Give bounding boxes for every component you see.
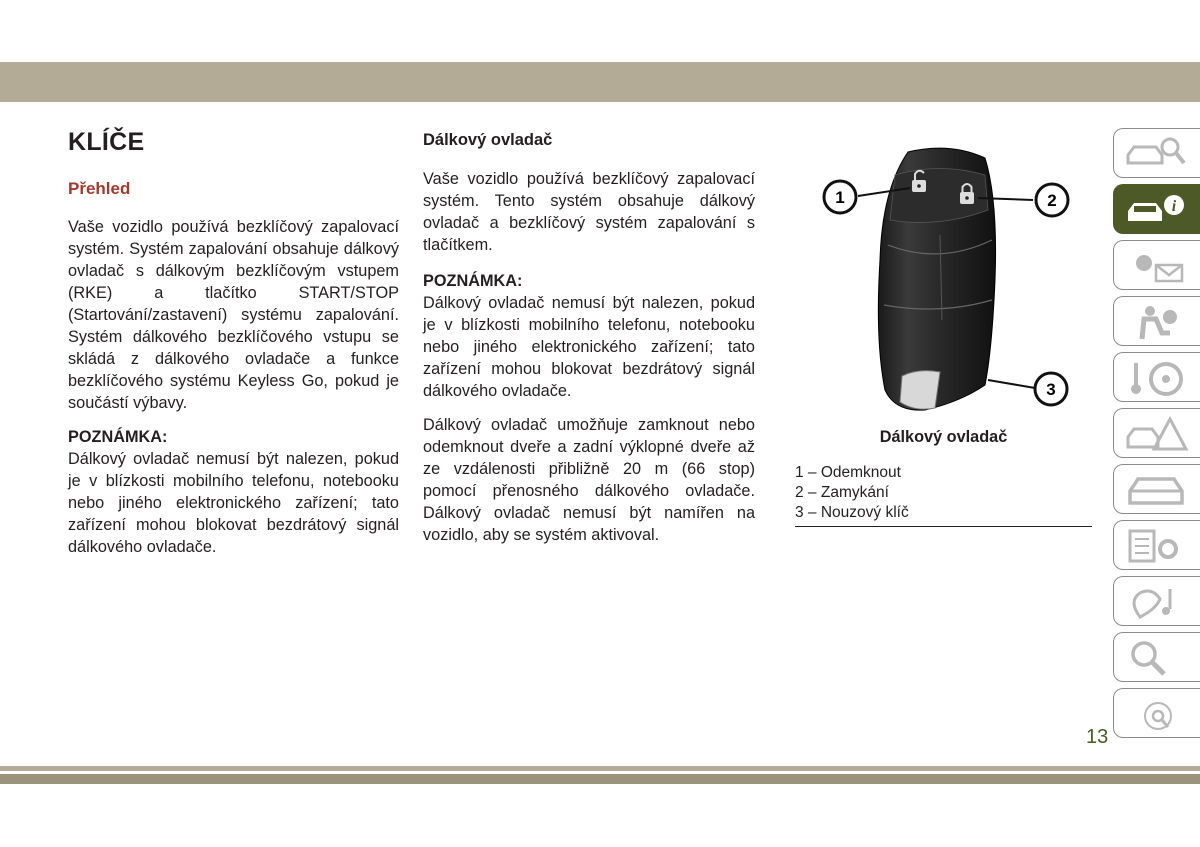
car-info-icon <box>1122 191 1192 229</box>
tab-car-hazard[interactable] <box>1113 408 1200 458</box>
svg-text:2: 2 <box>1047 191 1057 210</box>
alphabetical-index-icon <box>1122 695 1192 733</box>
note-text: Dálkový ovladač nemusí být nalezen, pokud je v blízkosti mobilního telefonu, notebooku nebo jiného elektronického zařízení; tato zařízení mohou blokovat bezdrátový signál dálkového ovladače. <box>68 450 399 556</box>
emergency-key <box>900 371 940 409</box>
legend-item: 2 – Zamykání <box>795 484 889 501</box>
note-title: POZNÁMKA: <box>68 428 168 446</box>
tab-search[interactable] <box>1113 632 1200 682</box>
footer-band-dark <box>0 774 1200 784</box>
tab-alphabetical-index[interactable] <box>1113 688 1200 738</box>
tab-multimedia[interactable] <box>1113 576 1200 626</box>
tab-steering-wheel[interactable] <box>1113 352 1200 402</box>
svg-text:i: i <box>1171 198 1177 215</box>
tab-seat-airbag[interactable] <box>1113 296 1200 346</box>
remote-paragraph-1: Vaše vozidlo používá bezklíčový zapalovací systém. Tento systém obsahuje dálkový ovladač a bezklíčový systém zapalování s tlačítkem. <box>423 170 755 254</box>
legend-divider <box>795 526 1092 527</box>
car-service-icon <box>1122 471 1192 509</box>
search-icon <box>1122 639 1192 677</box>
legend-item: 3 – Nouzový klíč <box>795 504 909 521</box>
specifications-gear-icon <box>1122 527 1192 565</box>
car-search-icon <box>1122 135 1192 173</box>
callout-3 <box>1035 373 1067 405</box>
overview-paragraph: Vaše vozidlo používá bezklíčový zapalovací systém. Systém zapalování obsahuje dálkový ovladač s dálkovým bezklíčovým vstupem (RKE) a tlačítko START/STOP (Startování/zastavení) systému zapalování. Systém dálkového bezklíčového vstupu se skládá z dálkového ovladače a funkce bezklíčového systému Keyless Go, pokud je součástí výbavy. <box>68 218 399 412</box>
remote-paragraph-2: Dálkový ovladač umožňuje zamknout nebo odemknout dveře a zadní výklopné dveře až ze vzdálenosti přibližně 20 m (66 stop) pomocí přenosného dálkového ovladače. Dálkový ovladač nemusí být namířen na vozidlo, aby se systém aktivoval. <box>423 416 755 544</box>
left-column <box>68 125 399 558</box>
section-subtitle: Přehled <box>68 179 131 198</box>
svg-text:3: 3 <box>1046 380 1056 399</box>
figure-legend <box>795 463 1092 523</box>
page-number: 13 <box>1086 726 1109 748</box>
callout-1 <box>824 181 856 213</box>
figure-caption: Dálkový ovladač <box>879 428 1008 446</box>
tab-car-service[interactable] <box>1113 464 1200 514</box>
tab-car-info[interactable] <box>1113 184 1200 234</box>
multimedia-icon <box>1122 583 1192 621</box>
seat-airbag-icon <box>1122 303 1192 341</box>
tab-specifications[interactable] <box>1113 520 1200 570</box>
note-text: Dálkový ovladač nemusí být nalezen, pokud je v blízkosti mobilního telefonu, notebooku nebo jiného elektronického zařízení; tato zařízení mohou blokovat bezdrátový signál dálkového ovladače. <box>423 294 755 400</box>
svg-text:1: 1 <box>835 188 845 207</box>
remote-heading: Dálkový ovladač <box>423 131 553 149</box>
note-title: POZNÁMKA: <box>423 272 523 290</box>
footer-band <box>0 766 1200 771</box>
section-title: KLÍČE <box>68 128 145 156</box>
key-fob-figure <box>800 140 1090 430</box>
tab-car-search[interactable] <box>1113 128 1200 178</box>
car-hazard-icon <box>1122 415 1192 453</box>
steering-wheel-icon <box>1122 359 1192 397</box>
callout-2 <box>1036 184 1068 216</box>
header-band <box>0 62 1200 102</box>
tab-warning-lights[interactable] <box>1113 240 1200 290</box>
legend-item: 1 – Odemknout <box>795 464 901 481</box>
warning-lights-message-icon <box>1122 247 1192 285</box>
middle-column <box>423 128 755 546</box>
